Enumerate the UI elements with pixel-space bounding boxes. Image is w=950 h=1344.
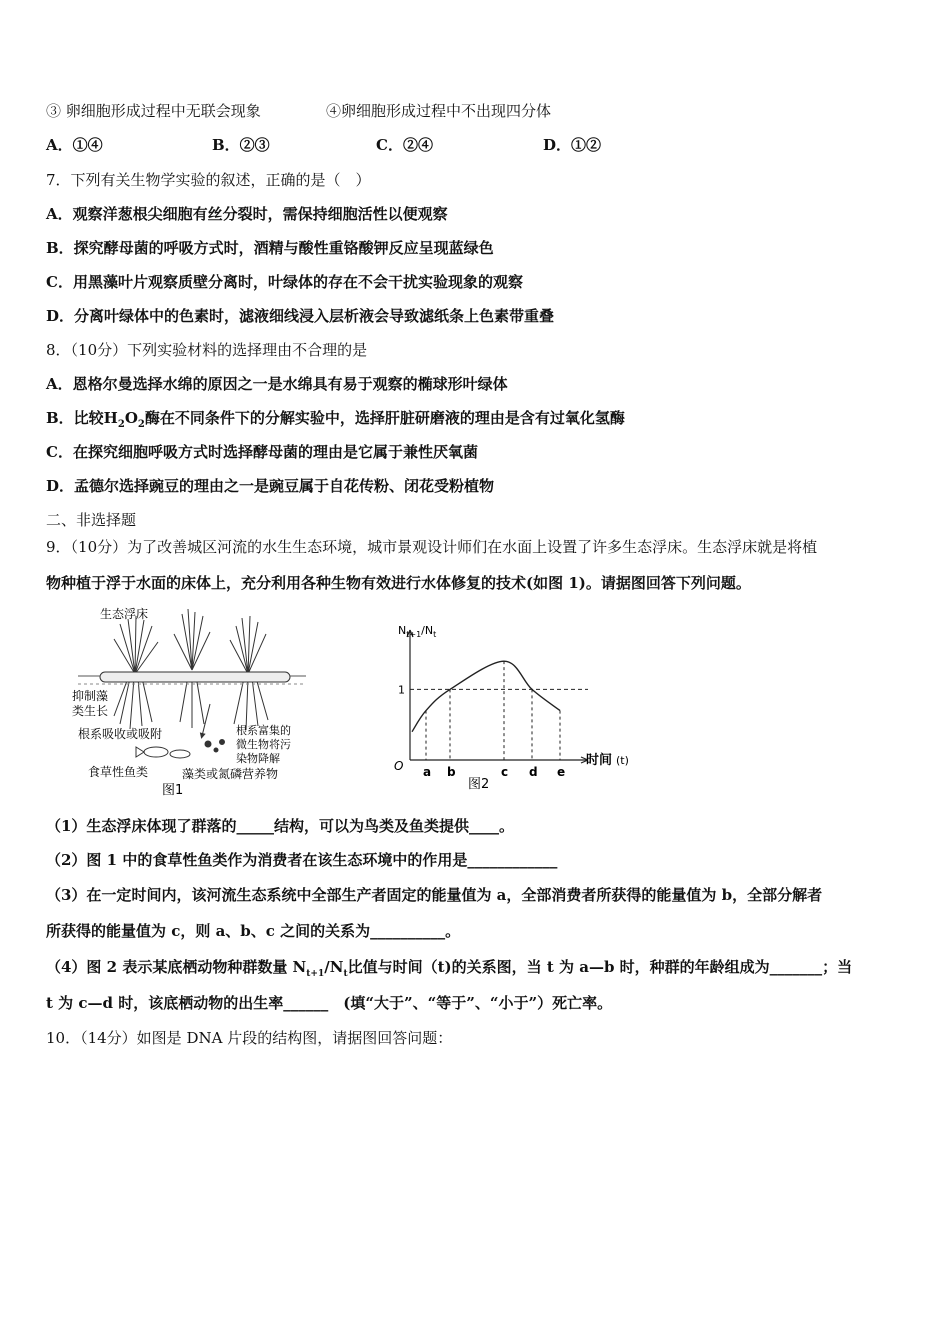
q6-option-4: ④卵细胞形成过程中不出现四分体 bbox=[326, 102, 552, 120]
q6-choice-c: C．②④ bbox=[376, 136, 433, 154]
q9-sub4-line1: （4）图 2 表示某底栖动物种群数量 $N_{t+1}/N_t$比值与时间（t)的关系图，当 t 为 a—b 时，种群的年龄组成为_______；当 bbox=[46, 958, 853, 979]
figure-2-chart bbox=[380, 620, 650, 798]
fig1-label-micro-2: 微生物将污 bbox=[236, 738, 291, 751]
q6-choice-d: D．①② bbox=[543, 136, 602, 154]
chart-y-label: $N_{t+1}/N_t$ bbox=[398, 624, 437, 639]
q9-stem-line1: 9．（10分）为了改善城区河流的水生生态环境，城市景观设计师们在水面上设置了许多生态浮床。生态浮床就是将植 bbox=[46, 538, 818, 556]
fig1-label-micro-1: 根系富集的 bbox=[236, 724, 291, 737]
chart-x-tick-c: c bbox=[501, 765, 509, 779]
fig1-label-fish: 食草性鱼类 bbox=[88, 765, 149, 779]
chart-y-tick-1: 1 bbox=[398, 683, 405, 697]
q9-stem-line2: 物种植于浮于水面的床体上，充分利用各种生物有效进行水体修复的技术(如图 1)。请据图回答下列问题。 bbox=[46, 574, 751, 592]
q9-sub1: （1）生态浮床体现了群落的_____结构，可以为鸟类及鱼类提供____。 bbox=[46, 817, 514, 835]
chart-x-unit: (t) bbox=[616, 754, 629, 767]
chart-x-tick-b: b bbox=[447, 765, 456, 779]
q7-option-a: A．观察洋葱根尖细胞有丝分裂时，需保持细胞活性以便观察 bbox=[46, 205, 448, 223]
q6-choice-a: A．①④ bbox=[46, 136, 103, 154]
q8-option-a: A．恩格尔曼选择水绵的原因之一是水绵具有易于观察的椭球形叶绿体 bbox=[46, 375, 508, 393]
fig1-label-inhibit-2: 类生长 bbox=[72, 704, 109, 718]
q6-choices bbox=[46, 134, 646, 156]
section-heading: 二、非选择题 bbox=[46, 511, 137, 529]
fig1-label-root: 根系吸收或吸附 bbox=[78, 727, 163, 741]
q6-option-3: ③ 卵细胞形成过程中无联会现象 bbox=[46, 102, 261, 120]
chart-x-tick-a: a bbox=[423, 765, 432, 779]
q8-option-d: D．孟德尔选择豌豆的理由之一是豌豆属于自花传粉、闭花受粉植物 bbox=[46, 477, 495, 495]
q9-sub3-line2: 所获得的能量值为 c，则 a、b、c 之间的关系为__________。 bbox=[46, 922, 461, 940]
q9-sub2: （2）图 1 中的食草性鱼类作为消费者在该生态环境中的作用是____________ bbox=[46, 851, 558, 869]
chart-series-line bbox=[412, 661, 560, 732]
q7-option-d: D．分离叶绿体中的色素时，滤液细线浸入层析液会导致滤纸条上色素带重叠 bbox=[46, 307, 555, 325]
q8-stem: 8．（10分）下列实验材料的选择理由不合理的是 bbox=[46, 341, 368, 359]
q7-option-c: C．用黑藻叶片观察质壁分离时，叶绿体的存在不会干扰实验现象的观察 bbox=[46, 273, 523, 291]
fig1-title: 生态浮床 bbox=[100, 607, 149, 621]
fig1-label-inhibit-1: 抑制藻 bbox=[72, 689, 109, 703]
chart-x-tick-e: e bbox=[557, 765, 566, 779]
fig1-label-nutrient: 藻类或氮磷营养物 bbox=[182, 767, 279, 781]
chart-caption: 图2 bbox=[468, 777, 490, 792]
plant-cluster-middle bbox=[174, 609, 210, 728]
fig1-caption: 图1 bbox=[162, 783, 184, 798]
q6-choice-b: B．②③ bbox=[212, 136, 270, 154]
chart-x-label: 时间 bbox=[586, 753, 613, 768]
q9-sub3-line1: （3）在一定时间内，该河流生态系统中全部生产者固定的能量值为 a，全部消费者所获得的能量值为 b，全部分解者 bbox=[46, 886, 823, 904]
q9-sub4-line2: t 为 c—d 时，该底栖动物的出生率______ (填“大于”、“等于”、“小于”）死亡率。 bbox=[46, 994, 613, 1012]
q8-option-b: B．比较$H_2O_2$酶在不同条件下的分解实验中，选择肝脏研磨液的理由是含有过氧化氢酶 bbox=[46, 409, 625, 430]
fig1-label-micro-3: 染物降解 bbox=[236, 752, 280, 765]
q8-option-c: C．在探究细胞呼吸方式时选择酵母菌的理由是它属于兼性厌氧菌 bbox=[46, 443, 478, 461]
q10-stem: 10．（14分）如图是 DNA 片段的结构图，请据图回答问题： bbox=[46, 1029, 453, 1047]
chart-origin: O bbox=[394, 759, 404, 773]
figure-1-eco-floating-bed bbox=[70, 604, 310, 800]
q7-stem: 7．下列有关生物学实验的叙述，正确的是（ ） bbox=[46, 171, 371, 189]
q7-option-b: B．探究酵母菌的呼吸方式时，酒精与酸性重铬酸钾反应呈现蓝绿色 bbox=[46, 239, 494, 257]
chart-x-tick-d: d bbox=[529, 765, 538, 779]
